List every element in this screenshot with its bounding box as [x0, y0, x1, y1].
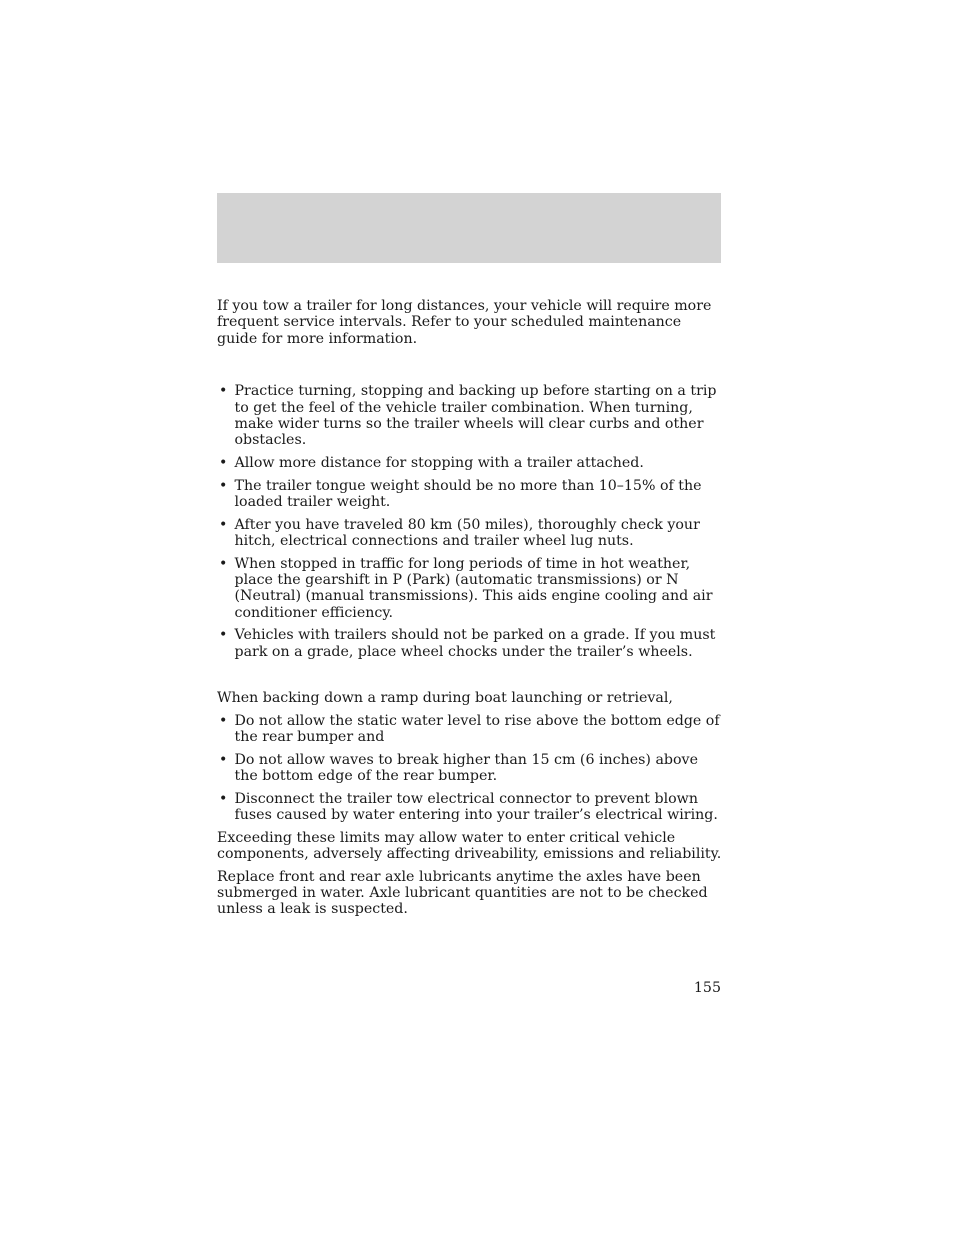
bullet-icon: •: [219, 455, 228, 472]
list-item: • Disconnect the trailer tow electrical connector to prevent blown fuses caused by water entering into your trailer’s electrical wiring.: [219, 790, 718, 824]
bullet-icon: •: [219, 790, 228, 807]
list-item: • After you have traveled 80 km (50 miles), thoroughly check your hitch, electrical connections and trailer wheel lug nuts.: [219, 516, 700, 550]
page-body: [217, 298, 725, 918]
bullet-icon: •: [219, 516, 228, 533]
intro-paragraph: If you tow a trailer for long distances, your vehicle will require more frequent service intervals. Refer to your scheduled maintenance guide for more information.: [217, 298, 712, 347]
axle-paragraph: Replace front and rear axle lubricants anytime the axles have been submerged in water. Axle lubricant quantities are not to be checked unless a leak is suspected.: [217, 868, 708, 918]
list-item: • Do not allow the static water level to rise above the bottom edge of the rear bumper and: [219, 712, 720, 746]
list-item: • Do not allow waves to break higher than 15 cm (6 inches) above the bottom edge of the rear bumper.: [219, 751, 698, 785]
bullet-icon: •: [219, 555, 228, 572]
bullet-icon: •: [219, 477, 228, 494]
towing-tips-list: [217, 383, 725, 660]
boat-launch-list: [217, 713, 725, 824]
bullet-icon: •: [219, 627, 228, 644]
list-item: • Allow more distance for stopping with a trailer attached.: [219, 455, 644, 472]
exceed-paragraph: Exceeding these limits may allow water to enter critical vehicle components, adversely affecting driveability, emissions and reliability.: [217, 829, 722, 863]
list-item: • Vehicles with trailers should not be parked on a grade. If you must park on a grade, place wheel chocks under the trailer’s wheels.: [219, 627, 716, 660]
bullet-icon: •: [219, 383, 228, 400]
list-item: • Practice turning, stopping and backing up before starting on a trip to get the feel of the vehicle trailer combination. When turning, make wider turns so the trailer wheels will clear curbs and other obstacles.: [219, 383, 717, 449]
page-number: 155: [693, 980, 721, 996]
bullet-icon: •: [219, 751, 228, 768]
list-item: • When stopped in traffic for long periods of time in hot weather, place the gearshift in P (Park) (automatic transmissions) or N (Neutral) (manual transmissions). This aids engine cooling and air conditioner efficiency.: [219, 555, 713, 621]
list-item: • The trailer tongue weight should be no more than 10–15% of the loaded trailer weight.: [219, 477, 702, 511]
section-header-band: [217, 193, 721, 263]
launch-intro-paragraph: When backing down a ramp during boat launching or retrieval,: [217, 690, 673, 707]
bullet-icon: •: [219, 712, 228, 729]
